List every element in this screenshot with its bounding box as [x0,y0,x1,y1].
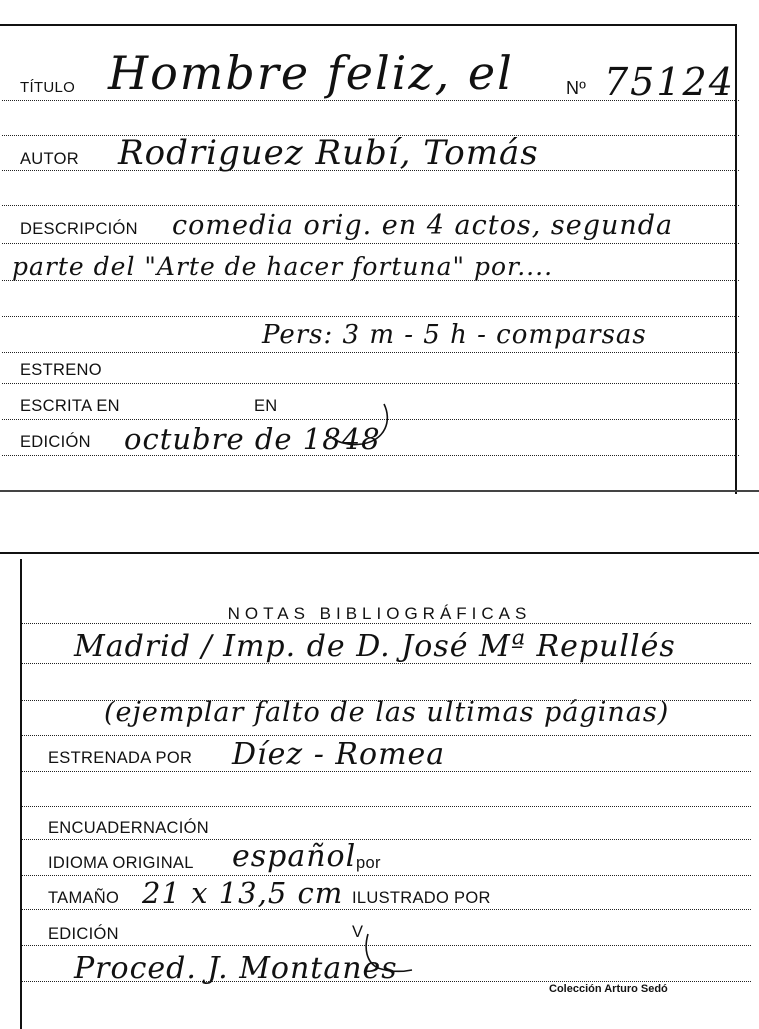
descripcion-label: DESCRIPCIÓN [20,220,138,238]
card-rule [2,316,739,317]
edicion-value: octubre de 1848 [124,422,381,456]
descripcion-line-1: comedia orig. en 4 actos, segunda [172,210,674,241]
card-rule [2,243,739,244]
card-top-edge [0,24,737,26]
edicion-value: Proced. J. Montanes [74,951,398,986]
card-rule [22,735,751,736]
card-rule [2,383,739,384]
autor-label: AUTOR [20,150,79,168]
estreno-label: ESTRENO [20,361,102,379]
descripcion-line-3: Pers: 3 m - 5 h - comparsas [262,320,647,350]
number-value: 75124 [604,60,735,104]
notes-line-2: (ejemplar falto de las ultimas páginas) [104,697,670,728]
number-label: Nº [566,78,587,98]
escrita-en-label: ESCRITA EN [20,397,120,415]
idioma-original-label: IDIOMA ORIGINAL [48,854,194,872]
pencil-stroke [360,930,420,980]
card-rule [2,352,739,353]
descripcion-line-2: parte del "Arte de hacer fortuna" por.... [12,252,554,281]
card-left-edge [20,559,22,1029]
card-rule [22,909,751,910]
card-rule [22,839,751,840]
card-rule [22,623,751,624]
autor-value: Rodriguez Rubí, Tomás [118,133,539,173]
tamano-value: 21 x 13,5 cm [142,876,344,910]
card-right-edge [735,24,737,494]
catalog-card-back [0,545,759,1028]
edicion-label: EDICIÓN [48,925,119,943]
edicion-label: EDICIÓN [20,433,91,451]
v-label: V [352,923,364,941]
por-label: por [356,854,381,872]
tamano-label: TAMAÑO [48,889,120,907]
notes-line-1: Madrid / Imp. de D. José Mª Repullés [74,629,676,664]
estrenada-por-value: Díez - Romea [232,737,446,772]
card-rule [22,875,751,876]
estrenada-por-label: ESTRENADA POR [48,749,193,767]
collection-footer: Colección Arturo Sedó [549,983,668,995]
notas-heading: NOTAS BIBLIOGRÁFICAS [227,604,532,623]
pencil-stroke [326,400,396,450]
ilustrado-por-label: ILUSTRADO POR [352,889,491,907]
card-top-edge [0,552,759,554]
idioma-original-value: español [232,839,357,874]
card-rule [2,205,739,206]
titulo-value: Hombre feliz, el [108,46,514,100]
catalog-card-front [0,0,759,495]
titulo-label: TÍTULO [20,79,76,96]
en-label: EN [254,397,278,415]
encuadernacion-label: ENCUADERNACIÓN [48,819,209,837]
card-bottom-edge [0,490,759,492]
card-rule [22,806,751,807]
